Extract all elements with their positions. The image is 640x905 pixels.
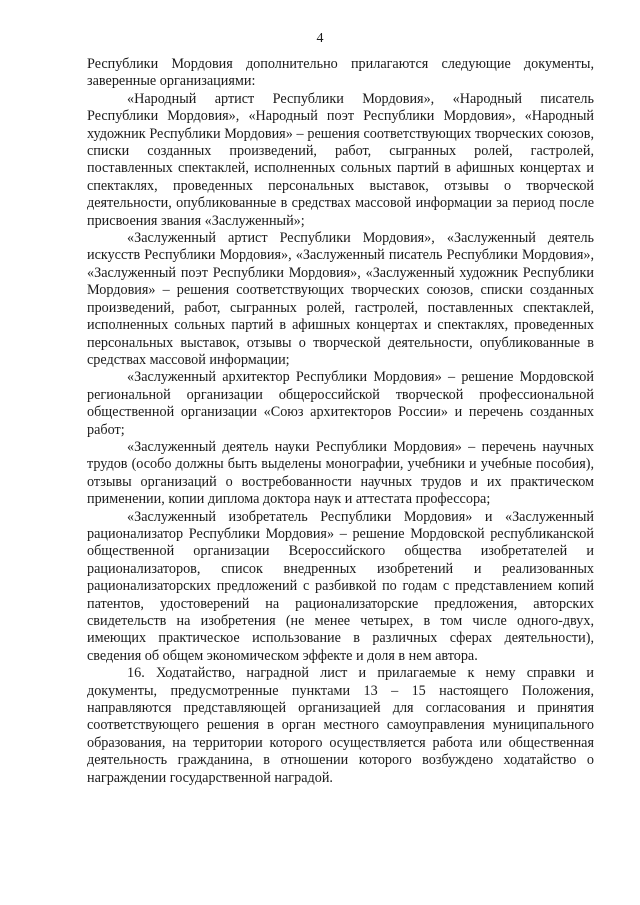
paragraph-section-16: 16. Ходатайство, наградной лист и прилагаемые к нему справки и документы, предусмотренные пунктами 13 – 15 настоящего Положения, направляются представляющей организацией для согласования и принятия соответствующего решения в орган местного самоуправления муниципального образования, на территории которого осуществляется работа или общественная деятельность гражданина, в отношении которого возбуждено ходатайство о награждении государственной наградой. xyxy=(87,665,594,786)
paragraph-honored-titles: «Заслуженный артист Республики Мордовия», «Заслуженный деятель искусств Республики Мордовия», «Заслуженный писатель Республики Мордовия», «Заслуженный поэт Республики Мордовия», «Заслуженный художник Республики Мордовия» – решения соответствующих творческих союзов, списки созданных произведений, работ, сыгранных ролей, гастролей, поставленных спектаклей, исполненных сольных партий в афишных концертах и спектаклях, проведенных персональных выставок, отзывы о творческой деятельности, опубликованные в средствах массовой информации; xyxy=(87,230,594,368)
paragraph-honored-architect: «Заслуженный архитектор Республики Мордовия» – решение Мордовской региональной организации общероссийской творческой профессиональной общественной организации «Союз архитекторов России» и перечень созданных работ; xyxy=(87,369,594,438)
paragraph-people-titles: «Народный артист Республики Мордовия», «Народный писатель Республики Мордовия», «Народный поэт Республики Мордовия», «Народный художник Республики Мордовия» – решения соответствующих творческих союзов, списки созданных произведений, работ, сыгранных ролей, гастролей, поставленных спектаклей, исполненных сольных партий в афишных концертах и спектаклях, проведенных персональных выставок, отзывы о творческой деятельности, опубликованные в средствах массовой информации за период после присвоения звания «Заслуженный»; xyxy=(87,90,594,229)
paragraph-honored-inventor: «Заслуженный изобретатель Республики Мордовия» и «Заслуженный рационализатор Республики Мордовия» – решение Мордовской республиканской общественной организации Всероссийского общества изобретателей и рационализаторов, список внедренных изобретений и реализованных рационализаторских предложений с разбивкой по годам с представлением копий патентов, удостоверений на рационализаторские предложения, авторских свидетельств на изобретения (не менее четырех, в том числе одного-двух, имеющих практическое использование в различных сферах деятельности), сведения об общем экономическом эффекте и доля в нем автора. xyxy=(87,508,594,664)
paragraph-honored-scientist: «Заслуженный деятель науки Республики Мордовия» – перечень научных трудов (особо должны быть выделены монографии, учебники и учебные пособия), отзывы организаций о востребованности научных трудов и их практическом применении, копии диплома доктора наук и аттестата профессора; xyxy=(87,438,594,508)
paragraph-continuation: Республики Мордовия дополнительно прилагаются следующие документы, заверенные организациями: xyxy=(87,56,594,90)
page-number: 4 xyxy=(316,31,324,46)
document-body xyxy=(87,56,594,787)
